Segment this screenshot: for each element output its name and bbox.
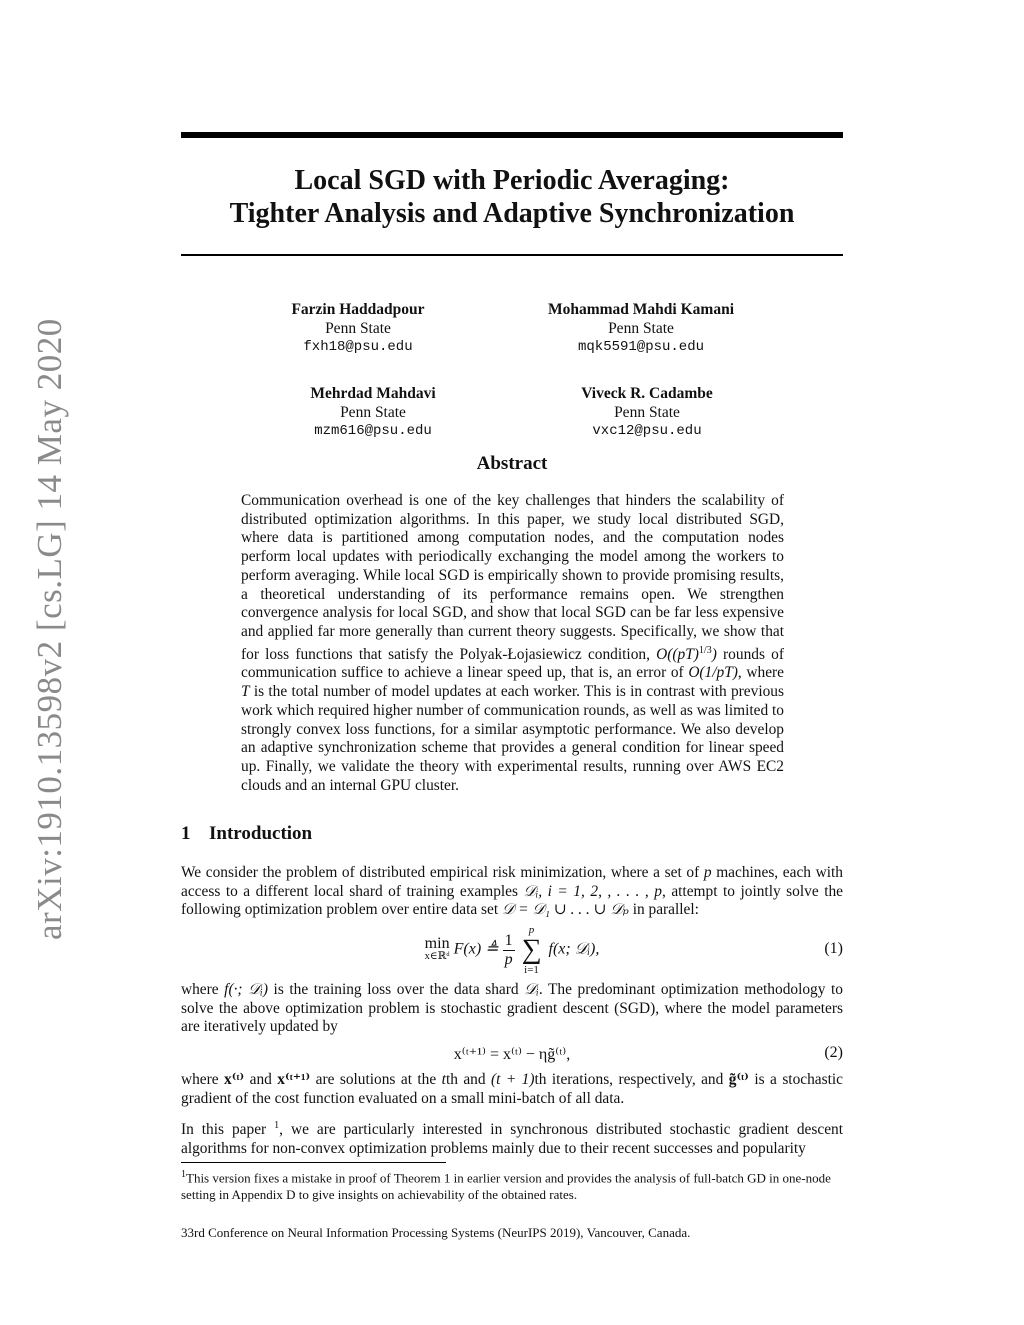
intro-paragraph-4 (181, 1117, 843, 1159)
author-name: Mohammad Mahdi Kamani (547, 301, 734, 318)
conference-note: 33rd Conference on Neural Information Processing Systems (NeurIPS 2019), Vancouver, Canada. (181, 1225, 691, 1240)
text-run: and (244, 1071, 278, 1088)
author-email[interactable]: mzm616@psu.edu (314, 423, 432, 439)
math-inline: x⁽ᵗ⁾ (224, 1071, 245, 1088)
equation-1-lhs: F(x) ≜ (453, 940, 499, 958)
text-run: machines, each with access to a different local shard of training examples (181, 864, 843, 900)
fraction-denominator: p (504, 950, 513, 968)
abstract-part-2: rounds of communication suffice to achieve a linear speed up, that is, an error of (241, 645, 784, 682)
equation-2-number: (2) (824, 1044, 843, 1061)
intro-paragraph-1 (181, 864, 843, 920)
abstract-math-2: O(1/pT) (688, 664, 738, 682)
title-line-1: Local SGD with Periodic Averaging: (294, 165, 730, 196)
equation-2 (181, 1044, 843, 1066)
sum-upper-limit: p (528, 924, 535, 936)
author-affiliation: Penn State (340, 404, 406, 421)
text-run: where (181, 1071, 225, 1088)
author-block-3 (243, 384, 503, 441)
abstract-part-4: is the total number of model updates at each worker. This is in contrast with previous work which required higher number of communication rounds, as well as was limited to strongly convex loss functions, for a similar asymptotic performance. We also develop an adaptive synchronization scheme that provides a general condition for linear speed up. Finally, we validate the theory with experimental results, running over AWS EC2 clouds and an internal GPU cluster. (241, 683, 784, 794)
equation-1-number: (1) (824, 940, 843, 957)
intro-paragraph-3 (181, 1071, 843, 1108)
text-run: are solutions at the (310, 1071, 442, 1088)
abstract-math-1: O((pT) (656, 645, 699, 663)
equation-1-rhs: f(x; 𝒟ᵢ), (548, 940, 600, 958)
abstract-part-3: , where (737, 664, 784, 682)
math-inline: f(·; 𝒟ᵢ) (224, 981, 268, 998)
math-inline: 𝒟ᵢ, i = 1, 2, , . . . , p (523, 882, 662, 900)
text-run: , attempt to jointly solve the following optimization problem over entire data set (181, 882, 843, 919)
author-name: Farzin Haddadpour (291, 301, 425, 318)
abstract-part-1: Communication overhead is one of the key challenges that hinders the scalability of distributed optimization algorithms. In this paper, we study local distributed SGD, where data is partitioned among computation nodes, and the computation nodes perform local updates with periodically exchanging the model among the workers to perform averaging. While local SGD is empirically shown to provide promising results, a theoretical understanding of its performance remains open. We strengthen convergence analysis for local SGD, and show that local SGD can be far less expensive and applied far more generally than current theory suggests. Specifically, we show that for loss functions that satisfy the Polyak-Łojasiewicz condition, (241, 492, 784, 663)
intro-paragraph-2 (181, 981, 843, 1037)
text-run: is a stochastic gradient of the cost function evaluated on a small mini-batch of all data. (181, 1071, 844, 1107)
section-title: Introduction (209, 823, 313, 844)
math-inline: 𝒟ᵢ (524, 981, 539, 998)
text-run: th and (445, 1071, 492, 1088)
title-line-2: Tighter Analysis and Adaptive Synchronization (229, 198, 795, 229)
paper-title (181, 164, 843, 230)
author-email[interactable]: fxh18@psu.edu (303, 339, 413, 355)
footnote-rule (181, 1162, 446, 1163)
author-block-4 (517, 384, 777, 441)
footnote-text: This version fixes a mistake in proof of Theorem 1 in earlier version and provides the analysis of full-batch GD in one-node setting in Appendix D to give insights on achievability of the obtained rates. (181, 1170, 831, 1203)
math-inline: 𝒟 = 𝒟₁ ∪ . . . ∪ 𝒟ₚ (501, 901, 629, 919)
author-email[interactable]: vxc12@psu.edu (592, 423, 702, 439)
text-run: in parallel: (628, 901, 699, 919)
footnote-reference[interactable]: 1 (274, 1120, 280, 1131)
abstract-heading: Abstract (476, 453, 548, 474)
sum-lower-limit: i=1 (524, 964, 539, 976)
text-run: . The predominant optimization methodology to solve the above optimization problem is stochastic gradient descent (SGD), where the model parameters are iteratively updated by (181, 981, 843, 1036)
footnote-mark: 1 (181, 1169, 186, 1180)
abstract-text (241, 492, 784, 795)
footnote (181, 1166, 843, 1203)
text-run: is the training loss over the data shard (267, 981, 525, 998)
abstract-math-1-close: ) (711, 645, 717, 663)
title-top-rule (181, 132, 843, 138)
author-block-2 (511, 300, 771, 357)
author-name: Viveck R. Cadambe (581, 385, 713, 402)
text-run: where (181, 981, 225, 998)
sigma-symbol: ∑ (521, 934, 542, 965)
math-inline: (t + 1) (491, 1071, 535, 1088)
author-affiliation: Penn State (608, 320, 674, 337)
min-subscript: x∈ℝᵈ (424, 951, 450, 962)
abstract-math-3: T (241, 683, 250, 701)
abstract-math-1-exponent: 1/3 (698, 644, 712, 656)
author-affiliation: Penn State (325, 320, 391, 337)
math-inline: x⁽ᵗ⁺¹⁾ (277, 1071, 311, 1088)
title-bottom-rule (181, 254, 843, 256)
fraction-numerator: 1 (504, 931, 513, 949)
text-run: In this paper (181, 1121, 275, 1139)
min-label: min (424, 935, 450, 952)
arxiv-identifier: arXiv:1910.13598v2 [cs.LG] 14 May 2020 (30, 318, 69, 940)
section-heading-introduction (181, 823, 312, 845)
equation-1-body (181, 924, 843, 976)
sum-operator (522, 924, 542, 976)
text-run: th iterations, respectively, and (534, 1071, 729, 1088)
math-inline: t (441, 1071, 446, 1088)
author-affiliation: Penn State (614, 404, 680, 421)
math-inline: p (703, 864, 712, 881)
author-email[interactable]: mqk5591@psu.edu (577, 339, 705, 355)
math-inline: g̃⁽ᵗ⁾ (728, 1071, 749, 1088)
min-operator (425, 937, 450, 963)
author-name: Mehrdad Mahdavi (310, 385, 436, 402)
equation-2-body: x⁽ᵗ⁺¹⁾ = x⁽ᵗ⁾ − ηg̃⁽ᵗ⁾, (453, 1046, 571, 1063)
text-run: We consider the problem of distributed empirical risk minimization, where a set of (181, 864, 704, 881)
section-number: 1 (181, 823, 191, 844)
author-block-1 (228, 300, 488, 357)
equation-1 (181, 924, 843, 976)
fraction-1-over-p (503, 932, 515, 969)
text-run: , we are particularly interested in synchronous distributed stochastic gradient descent algorithms for non-convex optimization problems mainly due to their recent successes and popularity (181, 1121, 843, 1157)
